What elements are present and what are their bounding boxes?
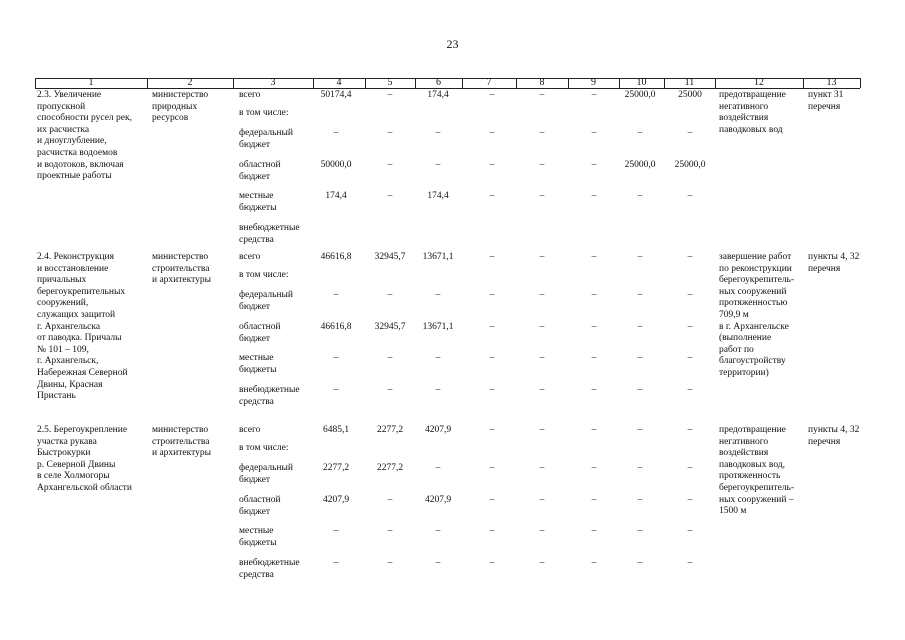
amount-cell: – <box>687 463 693 473</box>
amount-cell: – <box>435 290 441 300</box>
amount-cell: – <box>591 128 597 138</box>
expected-result-line: работ по <box>719 344 754 355</box>
funding-source-line: средства <box>239 396 274 407</box>
amount-cell: – <box>489 160 495 170</box>
amount-cell: – <box>387 353 393 363</box>
amount-cell: 25000,0 <box>624 160 656 170</box>
funding-source-line: внебюджетные <box>239 558 300 568</box>
funding-source-line: бюджеты <box>239 202 277 213</box>
measure-title-line: р. Северной Двины <box>37 459 116 470</box>
column-number-12: 12 <box>754 77 764 88</box>
expected-result-line: в г. Архангельске <box>719 321 789 332</box>
measure-title-line: Архангельской области <box>37 483 132 493</box>
expected-result-line: берегоукрепитель- <box>719 483 795 493</box>
amount-cell: – <box>539 160 545 170</box>
ministry-line: и архитектуры <box>152 275 212 286</box>
amount-cell: – <box>591 90 597 100</box>
funding-source-line: в том числе: <box>239 270 289 280</box>
measure-title-line: и дноуглубление, <box>37 136 107 147</box>
expected-result-line: предотвращение <box>719 425 786 435</box>
amount-cell: – <box>435 160 441 170</box>
ministry-line: министерство <box>152 425 209 435</box>
list-items-line: пункт 31 <box>808 90 844 100</box>
amount-cell: – <box>387 160 393 170</box>
expected-result-line: завершение работ <box>719 252 792 262</box>
amount-cell: – <box>489 290 495 300</box>
amount-cell: 32945,7 <box>374 252 406 262</box>
amount-cell: – <box>435 558 441 568</box>
amount-cell: – <box>591 385 597 395</box>
amount-cell: 174,4 <box>325 191 347 201</box>
ministry-line: строительства <box>152 436 210 447</box>
funding-source-line: федеральный <box>239 290 293 300</box>
amount-cell: – <box>591 463 597 473</box>
amount-cell: – <box>637 526 643 536</box>
funding-source-line: бюджеты <box>239 537 277 548</box>
amount-cell: – <box>591 322 597 332</box>
funding-source-line: бюджет <box>239 301 271 312</box>
expected-result-line: берегоукрепитель- <box>719 275 795 286</box>
amount-cell: 4207,9 <box>424 425 452 435</box>
funding-source-line: бюджет <box>239 474 271 485</box>
amount-cell: – <box>387 495 393 505</box>
funding-source-line: внебюджетные <box>239 385 300 395</box>
amount-cell: 50174,4 <box>320 90 352 100</box>
amount-cell: – <box>687 290 693 300</box>
amount-cell: 2277,2 <box>376 425 404 435</box>
amount-cell: – <box>489 425 495 435</box>
amount-cell: – <box>539 495 545 505</box>
measure-title-line: сооружений, <box>37 298 89 309</box>
list-items-line: пункты 4, 32 <box>808 425 860 435</box>
measure-title-line: служащих защитой <box>37 310 116 320</box>
amount-cell: – <box>387 128 393 138</box>
column-number-5: 5 <box>387 77 393 88</box>
amount-cell: – <box>387 526 393 536</box>
measure-title-line: их расчистка <box>37 124 90 135</box>
list-items-line: перечня <box>808 263 841 274</box>
amount-cell: – <box>591 353 597 363</box>
amount-cell: – <box>539 353 545 363</box>
column-number-13: 13 <box>826 77 837 88</box>
measure-title-line: берегоукрепительных <box>37 286 126 297</box>
amount-cell: – <box>489 526 495 536</box>
amount-cell: – <box>539 252 545 262</box>
funding-source-line: федеральный <box>239 463 293 473</box>
funding-source-line: бюджеты <box>239 364 277 375</box>
funding-source-line: средства <box>239 569 274 580</box>
amount-cell: – <box>489 385 495 395</box>
amount-cell: – <box>333 558 339 568</box>
list-items-line: перечня <box>808 436 841 447</box>
expected-result-line: 1500 м <box>719 506 747 517</box>
ministry-line: строительства <box>152 263 210 274</box>
amount-cell: – <box>489 495 495 505</box>
expected-result-line: предотвращение <box>719 90 786 100</box>
amount-cell: – <box>489 191 495 201</box>
amount-cell: – <box>539 128 545 138</box>
ministry-line: природных <box>152 101 198 112</box>
amount-cell: 25000,0 <box>674 160 706 170</box>
expected-result-line: протяженность <box>719 471 781 482</box>
amount-cell: – <box>489 353 495 363</box>
funding-source-line: местные <box>239 526 274 536</box>
measure-title-line: 2.4. Реконструкция <box>37 252 114 262</box>
measure-title-line: 2.5. Берегоукрепление <box>37 425 128 435</box>
column-number-10: 10 <box>636 77 647 88</box>
column-number-9: 9 <box>591 77 596 88</box>
amount-cell: – <box>591 252 597 262</box>
measure-title-line: проектные работы <box>37 171 112 182</box>
amount-cell: – <box>637 385 643 395</box>
page-number: 23 <box>446 37 459 51</box>
amount-cell: – <box>591 160 597 170</box>
amount-cell: – <box>387 290 393 300</box>
amount-cell: – <box>539 385 545 395</box>
measure-title-line: г. Архангельска <box>37 321 101 332</box>
column-number-1: 1 <box>88 77 94 88</box>
funding-source-line: бюджет <box>239 171 271 182</box>
amount-cell: – <box>637 495 643 505</box>
amount-cell: – <box>489 463 495 473</box>
column-number-8: 8 <box>539 77 545 88</box>
amount-cell: 13671,1 <box>422 252 454 262</box>
amount-cell: 4207,9 <box>424 495 452 505</box>
funding-source-line: бюджет <box>239 333 271 344</box>
funding-source-line: областной <box>239 322 281 332</box>
amount-cell: – <box>489 558 495 568</box>
ministry-line: и архитектуры <box>152 448 212 459</box>
amount-cell: – <box>591 425 597 435</box>
expected-result-line: благоустройству <box>719 356 786 367</box>
amount-cell: – <box>591 558 597 568</box>
amount-cell: – <box>539 425 545 435</box>
measure-title-line: и водотоков, включая <box>37 159 124 170</box>
ministry-line: министерство <box>152 90 209 100</box>
funding-source-line: в том числе: <box>239 443 289 453</box>
expected-result-line: 709,9 м <box>719 310 749 320</box>
expected-result-line: ных сооружений <box>719 286 787 297</box>
list-items-line: пункты 4, 32 <box>808 252 860 262</box>
measure-title-line: участка рукава <box>37 436 97 447</box>
amount-cell: – <box>539 558 545 568</box>
measure-title-line: способности русел рек, <box>37 113 132 124</box>
amount-cell: – <box>637 353 643 363</box>
measure-title-line: от паводка. Причалы <box>37 333 122 344</box>
amount-cell: 46616,8 <box>320 252 352 262</box>
expected-result-line: территории) <box>719 368 769 378</box>
amount-cell: 32945,7 <box>374 322 406 332</box>
column-number-2: 2 <box>187 77 193 88</box>
measure-title-line: 2.3. Увеличение <box>37 90 102 100</box>
header-bottom-rule <box>35 88 860 89</box>
expected-result-line: воздействия <box>719 113 769 124</box>
funding-source-line: в том числе: <box>239 108 289 118</box>
amount-cell: – <box>489 252 495 262</box>
amount-cell: – <box>687 495 693 505</box>
measure-title-line: расчистка водоемов <box>37 148 118 158</box>
amount-cell: – <box>387 191 393 201</box>
amount-cell: – <box>687 425 693 435</box>
measure-title-line: № 101 – 109, <box>37 344 89 355</box>
funding-source-line: федеральный <box>239 128 293 138</box>
amount-cell: – <box>539 322 545 332</box>
funding-source-line: местные <box>239 353 274 363</box>
amount-cell: 13671,1 <box>422 322 454 332</box>
funding-source-line: всего <box>239 90 261 100</box>
amount-cell: 6485,1 <box>322 425 350 435</box>
expected-result-line: ных сооружений – <box>719 494 794 505</box>
measure-title-line: Пристань <box>37 391 76 402</box>
expected-result-line: негативного <box>719 436 769 447</box>
amount-cell: – <box>591 290 597 300</box>
amount-cell: – <box>687 353 693 363</box>
expected-result-line: негативного <box>719 101 769 112</box>
funding-source-line: областной <box>239 160 281 170</box>
amount-cell: – <box>637 252 643 262</box>
amount-cell: – <box>687 322 693 332</box>
expected-result-line: паводковых вод, <box>719 459 786 470</box>
measure-title-line: и восстановление <box>37 263 109 274</box>
amount-cell: – <box>489 128 495 138</box>
amount-cell: – <box>687 252 693 262</box>
funding-source-line: бюджет <box>239 139 271 150</box>
amount-cell: – <box>435 353 441 363</box>
funding-source-line: средства <box>239 234 274 245</box>
column-number-3: 3 <box>270 77 276 88</box>
funding-source-line: бюджет <box>239 506 271 517</box>
amount-cell: – <box>333 290 339 300</box>
amount-cell: – <box>539 191 545 201</box>
funding-source-line: всего <box>239 252 261 262</box>
amount-cell: – <box>489 322 495 332</box>
amount-cell: – <box>637 191 643 201</box>
amount-cell: – <box>637 558 643 568</box>
amount-cell: – <box>435 463 441 473</box>
expected-result-line: (выполнение <box>719 333 772 344</box>
amount-cell: – <box>387 385 393 395</box>
expected-result-line: паводковых вод <box>719 124 783 135</box>
amount-cell: – <box>435 526 441 536</box>
column-number-7: 7 <box>486 77 492 88</box>
amount-cell: – <box>687 128 693 138</box>
amount-cell: – <box>687 526 693 536</box>
column-number-6: 6 <box>436 77 441 88</box>
ministry-line: министерство <box>152 252 209 262</box>
amount-cell: – <box>687 385 693 395</box>
amount-cell: – <box>333 128 339 138</box>
amount-cell: 4207,9 <box>322 495 350 505</box>
funding-source-line: областной <box>239 495 281 505</box>
amount-cell: – <box>539 526 545 536</box>
ministry-line: ресурсов <box>152 113 189 124</box>
amount-cell: 25000,0 <box>624 90 656 100</box>
column-number-11: 11 <box>684 77 695 88</box>
measure-title-line: Быстрокурки <box>37 448 91 459</box>
amount-cell: 174,4 <box>427 90 449 100</box>
amount-cell: – <box>387 558 393 568</box>
amount-cell: 2277,2 <box>376 463 404 473</box>
amount-cell: – <box>637 128 643 138</box>
amount-cell: – <box>591 191 597 201</box>
amount-cell: – <box>435 128 441 138</box>
expected-result-line: воздействия <box>719 448 769 459</box>
column-number-4: 4 <box>336 77 342 88</box>
amount-cell: – <box>387 90 393 100</box>
measure-title-line: в селе Холмогоры <box>37 471 110 482</box>
amount-cell: – <box>539 290 545 300</box>
amount-cell: – <box>591 526 597 536</box>
list-items-line: перечня <box>808 101 841 112</box>
amount-cell: – <box>591 495 597 505</box>
amount-cell: – <box>489 90 495 100</box>
amount-cell: 174,4 <box>427 191 449 201</box>
amount-cell: – <box>637 463 643 473</box>
amount-cell: – <box>637 425 643 435</box>
amount-cell: 46616,8 <box>320 322 352 332</box>
column-divider <box>860 78 861 88</box>
amount-cell: – <box>687 558 693 568</box>
funding-source-line: местные <box>239 191 274 201</box>
amount-cell: – <box>539 463 545 473</box>
amount-cell: – <box>637 290 643 300</box>
measure-title-line: Набережная Северной <box>37 368 128 378</box>
amount-cell: – <box>687 191 693 201</box>
measure-title-line: причальных <box>37 275 87 286</box>
amount-cell: 25000 <box>678 90 702 100</box>
amount-cell: – <box>333 526 339 536</box>
funding-source-line: всего <box>239 425 261 435</box>
amount-cell: 2277,2 <box>322 463 350 473</box>
amount-cell: – <box>435 385 441 395</box>
funding-source-line: внебюджетные <box>239 223 300 233</box>
amount-cell: – <box>333 353 339 363</box>
amount-cell: – <box>333 385 339 395</box>
measure-title-line: пропускной <box>37 101 86 112</box>
amount-cell: – <box>539 90 545 100</box>
expected-result-line: по реконструкции <box>719 263 792 274</box>
measure-title-line: г. Архангельск, <box>37 356 99 367</box>
expected-result-line: протяженностью <box>719 298 788 309</box>
amount-cell: 50000,0 <box>320 160 352 170</box>
amount-cell: – <box>637 322 643 332</box>
measure-title-line: Двины, Красная <box>37 379 103 390</box>
